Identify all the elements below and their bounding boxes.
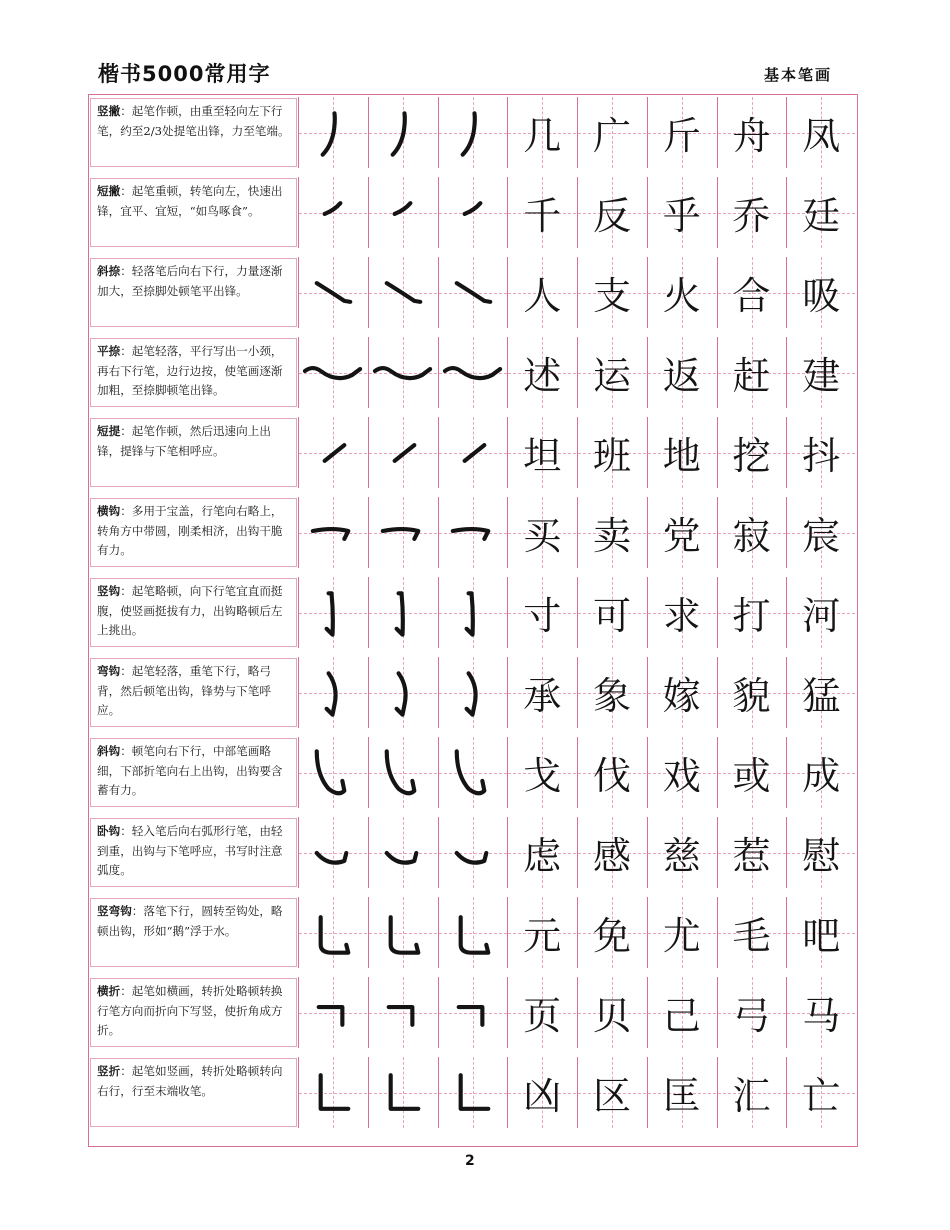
practice-row <box>89 417 856 488</box>
stroke-name: 弯钩 <box>97 664 121 678</box>
stroke-sample-cell <box>368 977 437 1048</box>
stroke-sample-cell <box>438 657 507 728</box>
example-character-cell <box>507 817 576 888</box>
stroke-sample-icon <box>439 337 507 408</box>
example-character: 弓 <box>732 994 771 1038</box>
stroke-name: 竖钩 <box>97 584 121 598</box>
example-character-cell <box>507 257 576 328</box>
stroke-name: 竖弯钩 <box>97 904 132 918</box>
stroke-sample-icon <box>299 417 367 488</box>
stroke-sample-cell <box>298 417 367 488</box>
example-character-cell <box>507 97 576 168</box>
example-character: 建 <box>802 354 841 398</box>
example-character-cell <box>577 577 646 648</box>
stroke-name: 平捺 <box>97 344 121 358</box>
example-character: 己 <box>662 994 701 1038</box>
stroke-instruction: ：多用于宝盖，行笔向右略上，转角方中带圆，刚柔相济，出钩干脆有力。 <box>97 504 283 557</box>
example-character-cell <box>717 577 786 648</box>
practice-row <box>89 337 856 408</box>
example-character-cell <box>717 737 786 808</box>
stroke-instruction: ：轻落笔后向右下行，力量逐渐加大，至捺脚处顿笔平出锋。 <box>97 264 283 298</box>
stroke-sample-icon <box>299 97 367 168</box>
example-character-cell <box>786 1057 855 1128</box>
stroke-sample-icon <box>299 1057 367 1128</box>
stroke-description <box>90 738 297 807</box>
stroke-sample-cell <box>438 97 507 168</box>
example-character: 挖 <box>732 434 771 478</box>
example-character: 河 <box>802 594 841 638</box>
stroke-description <box>90 658 297 727</box>
example-character: 买 <box>523 514 562 558</box>
stroke-sample-icon <box>369 257 437 328</box>
example-character-cell <box>717 257 786 328</box>
example-character: 汇 <box>732 1074 771 1118</box>
example-character: 或 <box>732 754 771 798</box>
stroke-description <box>90 258 297 327</box>
practice-row <box>89 977 856 1048</box>
stroke-sample-icon <box>369 977 437 1048</box>
stroke-sample-cell <box>438 737 507 808</box>
stroke-sample-icon <box>439 257 507 328</box>
stroke-sample-icon <box>439 497 507 568</box>
stroke-sample-icon <box>369 577 437 648</box>
example-character-cell <box>577 257 646 328</box>
example-character-cell <box>507 737 576 808</box>
stroke-sample-cell <box>298 977 367 1048</box>
example-character: 贝 <box>592 994 631 1038</box>
example-character: 惹 <box>732 834 771 878</box>
stroke-sample-icon <box>369 177 437 248</box>
example-character: 赶 <box>732 354 771 398</box>
example-character-cell <box>786 897 855 968</box>
example-character: 舟 <box>732 114 771 158</box>
practice-row <box>89 737 856 808</box>
example-character: 火 <box>662 274 701 318</box>
example-character-cell <box>647 737 716 808</box>
example-character: 地 <box>662 434 701 478</box>
example-character-cell <box>717 337 786 408</box>
example-character-cell <box>786 97 855 168</box>
example-character-cell <box>786 577 855 648</box>
example-character-cell <box>507 577 576 648</box>
stroke-sample-cell <box>298 337 367 408</box>
example-character: 凤 <box>802 114 841 158</box>
example-character-cell <box>577 177 646 248</box>
example-character: 斤 <box>662 114 701 158</box>
stroke-sample-cell <box>368 1057 437 1128</box>
stroke-description <box>90 578 297 647</box>
stroke-sample-icon <box>439 417 507 488</box>
stroke-sample-icon <box>299 657 367 728</box>
example-character-cell <box>647 1057 716 1128</box>
example-character-cell <box>786 497 855 568</box>
practice-row <box>89 817 856 888</box>
example-character-cell <box>786 337 855 408</box>
stroke-sample-icon <box>299 177 367 248</box>
example-character: 宸 <box>802 514 841 558</box>
example-character: 乔 <box>732 194 771 238</box>
practice-row <box>89 497 856 568</box>
page-header <box>0 0 950 92</box>
example-character: 象 <box>592 674 631 718</box>
stroke-description <box>90 98 297 167</box>
stroke-sample-icon <box>439 817 507 888</box>
practice-row <box>89 577 856 648</box>
stroke-sample-icon <box>299 977 367 1048</box>
practice-row <box>89 657 856 728</box>
stroke-sample-icon <box>369 1057 437 1128</box>
example-character: 人 <box>523 274 562 318</box>
example-character: 貌 <box>732 674 771 718</box>
example-character: 元 <box>523 914 562 958</box>
stroke-sample-cell <box>298 577 367 648</box>
stroke-sample-cell <box>368 657 437 728</box>
example-character-cell <box>577 97 646 168</box>
stroke-instruction: ：起笔如竖画，转折处略顿转向右行，行至末端收笔。 <box>97 1064 283 1098</box>
stroke-description <box>90 338 297 407</box>
stroke-sample-icon <box>369 737 437 808</box>
stroke-sample-cell <box>438 817 507 888</box>
example-character-cell <box>717 657 786 728</box>
stroke-name: 短撇 <box>97 184 121 198</box>
stroke-sample-icon <box>369 657 437 728</box>
stroke-sample-cell <box>298 1057 367 1128</box>
stroke-sample-icon <box>299 577 367 648</box>
example-character: 运 <box>592 354 631 398</box>
stroke-sample-icon <box>439 1057 507 1128</box>
example-character-cell <box>647 257 716 328</box>
stroke-sample-icon <box>369 897 437 968</box>
stroke-sample-cell <box>368 817 437 888</box>
example-character: 匡 <box>662 1074 701 1118</box>
example-character: 寂 <box>732 514 771 558</box>
example-character-cell <box>577 977 646 1048</box>
stroke-sample-icon <box>439 977 507 1048</box>
stroke-sample-cell <box>438 497 507 568</box>
stroke-sample-cell <box>298 817 367 888</box>
example-character: 几 <box>523 114 562 158</box>
stroke-instruction: ：顿笔向右下行，中部笔画略细，下部折笔向右上出钩，出钩要含蓄有力。 <box>97 744 283 797</box>
example-character-cell <box>786 977 855 1048</box>
example-character-cell <box>577 497 646 568</box>
example-character-cell <box>647 977 716 1048</box>
example-character: 卖 <box>592 514 631 558</box>
stroke-name: 竖折 <box>97 1064 121 1078</box>
stroke-name: 横钩 <box>97 504 121 518</box>
practice-row <box>89 97 856 168</box>
example-character-cell <box>717 97 786 168</box>
example-character: 慰 <box>802 834 841 878</box>
stroke-sample-cell <box>438 257 507 328</box>
example-character-cell <box>507 977 576 1048</box>
example-character: 虑 <box>523 834 562 878</box>
example-character: 广 <box>592 114 631 158</box>
example-character-cell <box>507 497 576 568</box>
practice-grid <box>88 94 858 1147</box>
stroke-sample-icon <box>369 497 437 568</box>
example-character: 马 <box>802 994 841 1038</box>
stroke-sample-icon <box>439 577 507 648</box>
example-character: 吸 <box>802 274 841 318</box>
example-character-cell <box>647 417 716 488</box>
example-character: 吧 <box>802 914 841 958</box>
stroke-instruction: ：起笔重顿，转笔向左，快速出锋，宜平、宜短，“如鸟啄食”。 <box>97 184 283 218</box>
example-character: 嫁 <box>662 674 701 718</box>
stroke-sample-icon <box>299 737 367 808</box>
example-character: 区 <box>592 1074 631 1118</box>
stroke-sample-cell <box>438 977 507 1048</box>
example-character-cell <box>507 1057 576 1128</box>
stroke-sample-icon <box>369 337 437 408</box>
example-character-cell <box>577 737 646 808</box>
stroke-sample-cell <box>368 97 437 168</box>
stroke-sample-cell <box>368 417 437 488</box>
stroke-sample-cell <box>368 497 437 568</box>
example-character: 寸 <box>523 594 562 638</box>
stroke-instruction: ：起笔作顿，然后迅速向上出锋，提锋与下笔相呼应。 <box>97 424 271 458</box>
stroke-sample-icon <box>299 497 367 568</box>
stroke-instruction: ：轻入笔后向右弧形行笔，由轻到重，出钩与下笔呼应，书写时注意弧度。 <box>97 824 283 877</box>
stroke-sample-cell <box>298 177 367 248</box>
stroke-description <box>90 1058 297 1127</box>
example-character: 返 <box>662 354 701 398</box>
practice-row <box>89 177 856 248</box>
stroke-sample-icon <box>299 817 367 888</box>
stroke-sample-cell <box>368 897 437 968</box>
stroke-description <box>90 978 297 1047</box>
example-character: 页 <box>523 994 562 1038</box>
stroke-instruction: ：起笔略顿，向下行笔宜直而挺腹，使竖画挺拔有力，出钩略顿后左上挑出。 <box>97 584 283 637</box>
stroke-sample-cell <box>438 417 507 488</box>
stroke-sample-icon <box>299 337 367 408</box>
stroke-sample-cell <box>438 897 507 968</box>
example-character: 猛 <box>802 674 841 718</box>
stroke-name: 横折 <box>97 984 121 998</box>
stroke-sample-icon <box>369 817 437 888</box>
stroke-sample-cell <box>438 177 507 248</box>
stroke-sample-cell <box>368 337 437 408</box>
stroke-instruction: ：起笔作顿，由重至轻向左下行笔，约至2/3处提笔出锋，力至笔端。 <box>97 104 290 138</box>
example-character-cell <box>577 1057 646 1128</box>
example-character-cell <box>786 257 855 328</box>
example-character-cell <box>577 657 646 728</box>
stroke-instruction: ：起笔轻落，平行写出一小颈，再右下行笔，边行边按，使笔画逐渐加粗，至捺脚顿笔出锋。 <box>97 344 283 397</box>
stroke-sample-icon <box>439 657 507 728</box>
example-character-cell <box>786 817 855 888</box>
example-character-cell <box>786 737 855 808</box>
stroke-name: 斜捺 <box>97 264 121 278</box>
example-character: 班 <box>592 434 631 478</box>
example-character-cell <box>507 897 576 968</box>
stroke-sample-cell <box>298 257 367 328</box>
stroke-sample-icon <box>439 737 507 808</box>
example-character-cell <box>647 577 716 648</box>
example-character-cell <box>786 657 855 728</box>
stroke-sample-cell <box>298 737 367 808</box>
example-character: 承 <box>523 674 562 718</box>
example-character-cell <box>577 897 646 968</box>
stroke-sample-icon <box>369 417 437 488</box>
stroke-instruction: ：起笔轻落，重笔下行，略弓背，然后顿笔出钩，锋势与下笔呼应。 <box>97 664 271 717</box>
example-character-cell <box>647 97 716 168</box>
practice-row <box>89 897 856 968</box>
example-character: 成 <box>802 754 841 798</box>
example-character: 求 <box>662 594 701 638</box>
example-character: 坦 <box>523 434 562 478</box>
example-character: 亡 <box>802 1074 841 1118</box>
stroke-sample-cell <box>298 657 367 728</box>
stroke-sample-cell <box>368 177 437 248</box>
stroke-sample-icon <box>369 97 437 168</box>
stroke-name: 卧钩 <box>97 824 121 838</box>
page-number: 2 <box>465 1153 475 1169</box>
section-title: 基本笔画 <box>763 66 832 84</box>
example-character: 凶 <box>523 1074 562 1118</box>
example-character: 可 <box>592 594 631 638</box>
example-character: 支 <box>592 274 631 318</box>
stroke-description <box>90 418 297 487</box>
example-character-cell <box>577 817 646 888</box>
practice-row <box>89 257 856 328</box>
stroke-name: 斜钩 <box>97 744 121 758</box>
example-character-cell <box>507 417 576 488</box>
book-title: 楷书5000常用字 <box>98 62 271 86</box>
stroke-sample-cell <box>368 577 437 648</box>
example-character: 反 <box>592 194 631 238</box>
example-character: 千 <box>523 194 562 238</box>
example-character: 尤 <box>662 914 701 958</box>
example-character: 毛 <box>732 914 771 958</box>
stroke-sample-cell <box>298 97 367 168</box>
stroke-sample-cell <box>298 897 367 968</box>
stroke-sample-icon <box>439 97 507 168</box>
example-character-cell <box>507 177 576 248</box>
example-character-cell <box>647 177 716 248</box>
example-character-cell <box>717 1057 786 1128</box>
example-character-cell <box>717 977 786 1048</box>
example-character-cell <box>577 417 646 488</box>
example-character-cell <box>647 337 716 408</box>
example-character: 伐 <box>592 754 631 798</box>
example-character: 戈 <box>523 754 562 798</box>
stroke-sample-cell <box>368 257 437 328</box>
example-character: 打 <box>732 594 771 638</box>
stroke-sample-icon <box>299 897 367 968</box>
stroke-sample-icon <box>299 257 367 328</box>
example-character-cell <box>717 897 786 968</box>
example-character: 合 <box>732 274 771 318</box>
stroke-name: 竖撇 <box>97 104 121 118</box>
stroke-instruction: ：起笔如横画，转折处略顿转换行笔方向而折向下写竖，使折角成方折。 <box>97 984 283 1037</box>
example-character: 免 <box>592 914 631 958</box>
example-character: 述 <box>523 354 562 398</box>
example-character-cell <box>577 337 646 408</box>
example-character: 戏 <box>662 754 701 798</box>
stroke-sample-cell <box>368 737 437 808</box>
example-character: 乎 <box>662 194 701 238</box>
example-character-cell <box>717 497 786 568</box>
stroke-sample-cell <box>298 497 367 568</box>
example-character-cell <box>717 177 786 248</box>
example-character-cell <box>507 657 576 728</box>
example-character: 党 <box>662 514 701 558</box>
stroke-description <box>90 818 297 887</box>
example-character-cell <box>786 417 855 488</box>
example-character-cell <box>647 657 716 728</box>
example-character-cell <box>717 417 786 488</box>
stroke-sample-cell <box>438 1057 507 1128</box>
stroke-description <box>90 498 297 567</box>
stroke-sample-cell <box>438 337 507 408</box>
example-character-cell <box>647 817 716 888</box>
stroke-name: 短提 <box>97 424 121 438</box>
stroke-sample-icon <box>439 177 507 248</box>
stroke-description <box>90 898 297 967</box>
example-character: 感 <box>592 834 631 878</box>
example-character: 廷 <box>802 194 841 238</box>
example-character-cell <box>647 497 716 568</box>
example-character-cell <box>786 177 855 248</box>
example-character: 抖 <box>802 434 841 478</box>
stroke-instruction: ：落笔下行，圆转至钩处，略顿出钩，形如“鹅”浮于水。 <box>97 904 283 938</box>
practice-row <box>89 1057 856 1128</box>
example-character: 慈 <box>662 834 701 878</box>
example-character-cell <box>647 897 716 968</box>
stroke-sample-cell <box>438 577 507 648</box>
stroke-description <box>90 178 297 247</box>
stroke-sample-icon <box>439 897 507 968</box>
example-character-cell <box>507 337 576 408</box>
example-character-cell <box>717 817 786 888</box>
